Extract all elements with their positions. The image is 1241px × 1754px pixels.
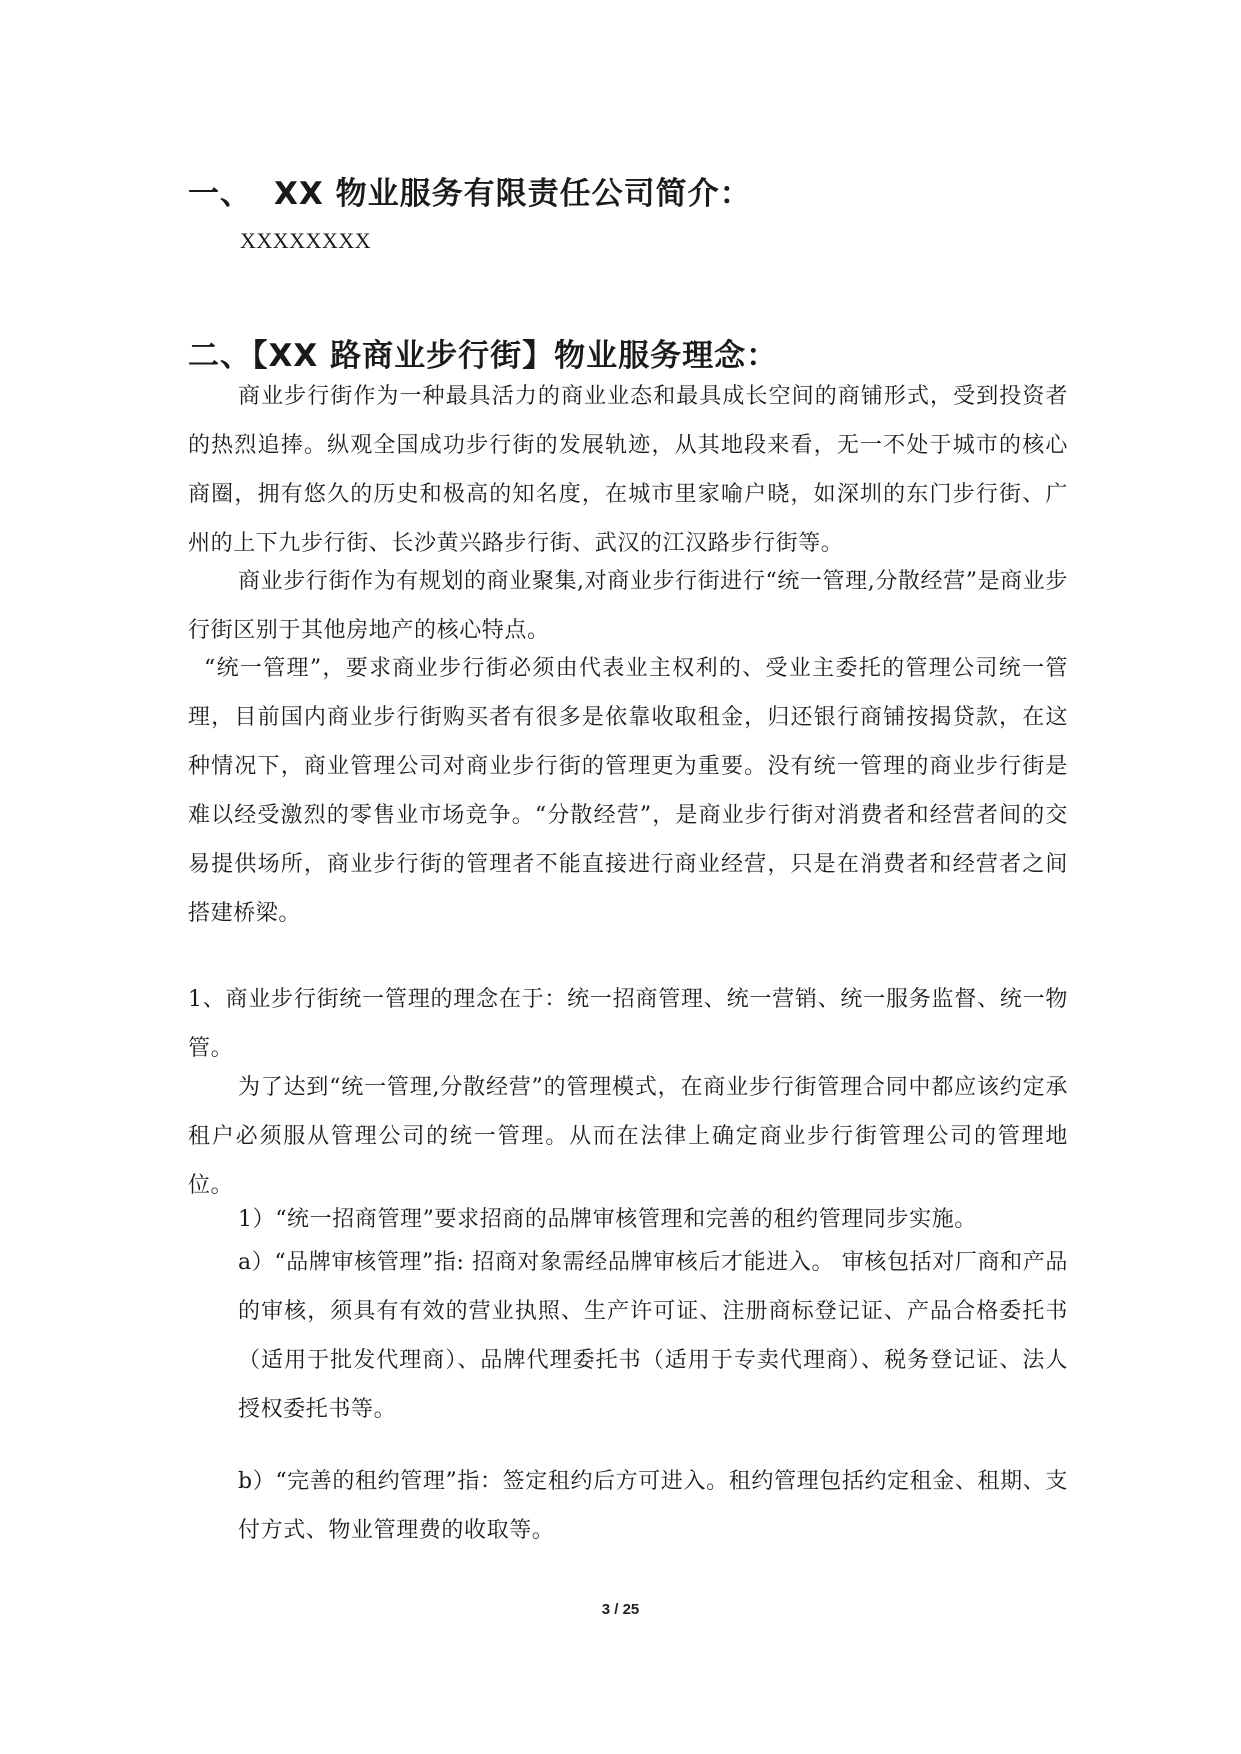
- company-intro-text: XXXXXXXX: [240, 228, 372, 253]
- paragraph-item-1: 1）“统一招商管理”要求招商的品牌审核管理和完善的租约管理同步实施。: [238, 1207, 977, 1232]
- paragraph-intro: 商业步行街作为一种最具活力的商业业态和最具成长空间的商铺形式，受到投资者的热烈追捧。纵观全国成功步行街的发展轨迹，从其地段来看，无一不处于城市的核心商圈，拥有悠久的历史和极高的知名度，在城市里家喻户晓，如深圳的东门步行街、广州的上下九步行街、长沙黄兴路步行街、武汉的江汉路步行街等。: [188, 384, 1068, 556]
- paragraph-unified-management: “统一管理”，要求商业步行街必须由代表业主权利的、受业主委托的管理公司统一管理，目前国内商业步行街购买者有很多是依靠收取租金，归还银行商铺按揭贷款，在这种情况下，商业管理公司对商业步行街的管理更为重要。没有统一管理的商业步行街是难以经受激烈的零售业市场竞争。“分散经营”，是商业步行街对消费者和经营者间的交易提供场所，商业步行街的管理者不能直接进行商业经营，只是在消费者和经营者之间搭建桥梁。: [188, 656, 1068, 926]
- section-1-title: XX 物业服务有限责任公司简介：: [274, 176, 752, 212]
- paragraph-item-b: b）“完善的租约管理”指：签定租约后方可进入。租约管理包括约定租金、租期、支付方式、物业管理费的收取等。: [238, 1469, 1068, 1543]
- page-number: 3 / 25: [601, 1601, 640, 1618]
- section-1-number: 一、: [188, 176, 252, 212]
- section-1-heading: [188, 168, 752, 213]
- paragraph-core-feature: 商业步行街作为有规划的商业聚集,对商业步行街进行“统一管理,分散经营”是商业步行街区别于其他房地产的核心特点。: [188, 569, 1068, 643]
- section-2-heading: 二、【XX 路商业步行街】物业服务理念：: [188, 338, 779, 374]
- paragraph-item-a: a）“品牌审核管理”指: 招商对象需经品牌审核后才能进入。 审核包括对厂商和产品的审核，须具有有效的营业执照、生产许可证、注册商标登记证、产品合格委托书（适用于批发代理商）、品牌代理委托书（适用于专卖代理商）、税务登记证、法人授权委托书等。: [238, 1250, 1068, 1422]
- paragraph-point-1: 1、商业步行街统一管理的理念在于：统一招商管理、统一营销、统一服务监督、统一物管。: [188, 987, 1068, 1061]
- paragraph-management-mode: 为了达到“统一管理,分散经营”的管理模式，在商业步行街管理合同中都应该约定承租户必须服从管理公司的统一管理。从而在法律上确定商业步行街管理公司的管理地位。: [188, 1075, 1068, 1198]
